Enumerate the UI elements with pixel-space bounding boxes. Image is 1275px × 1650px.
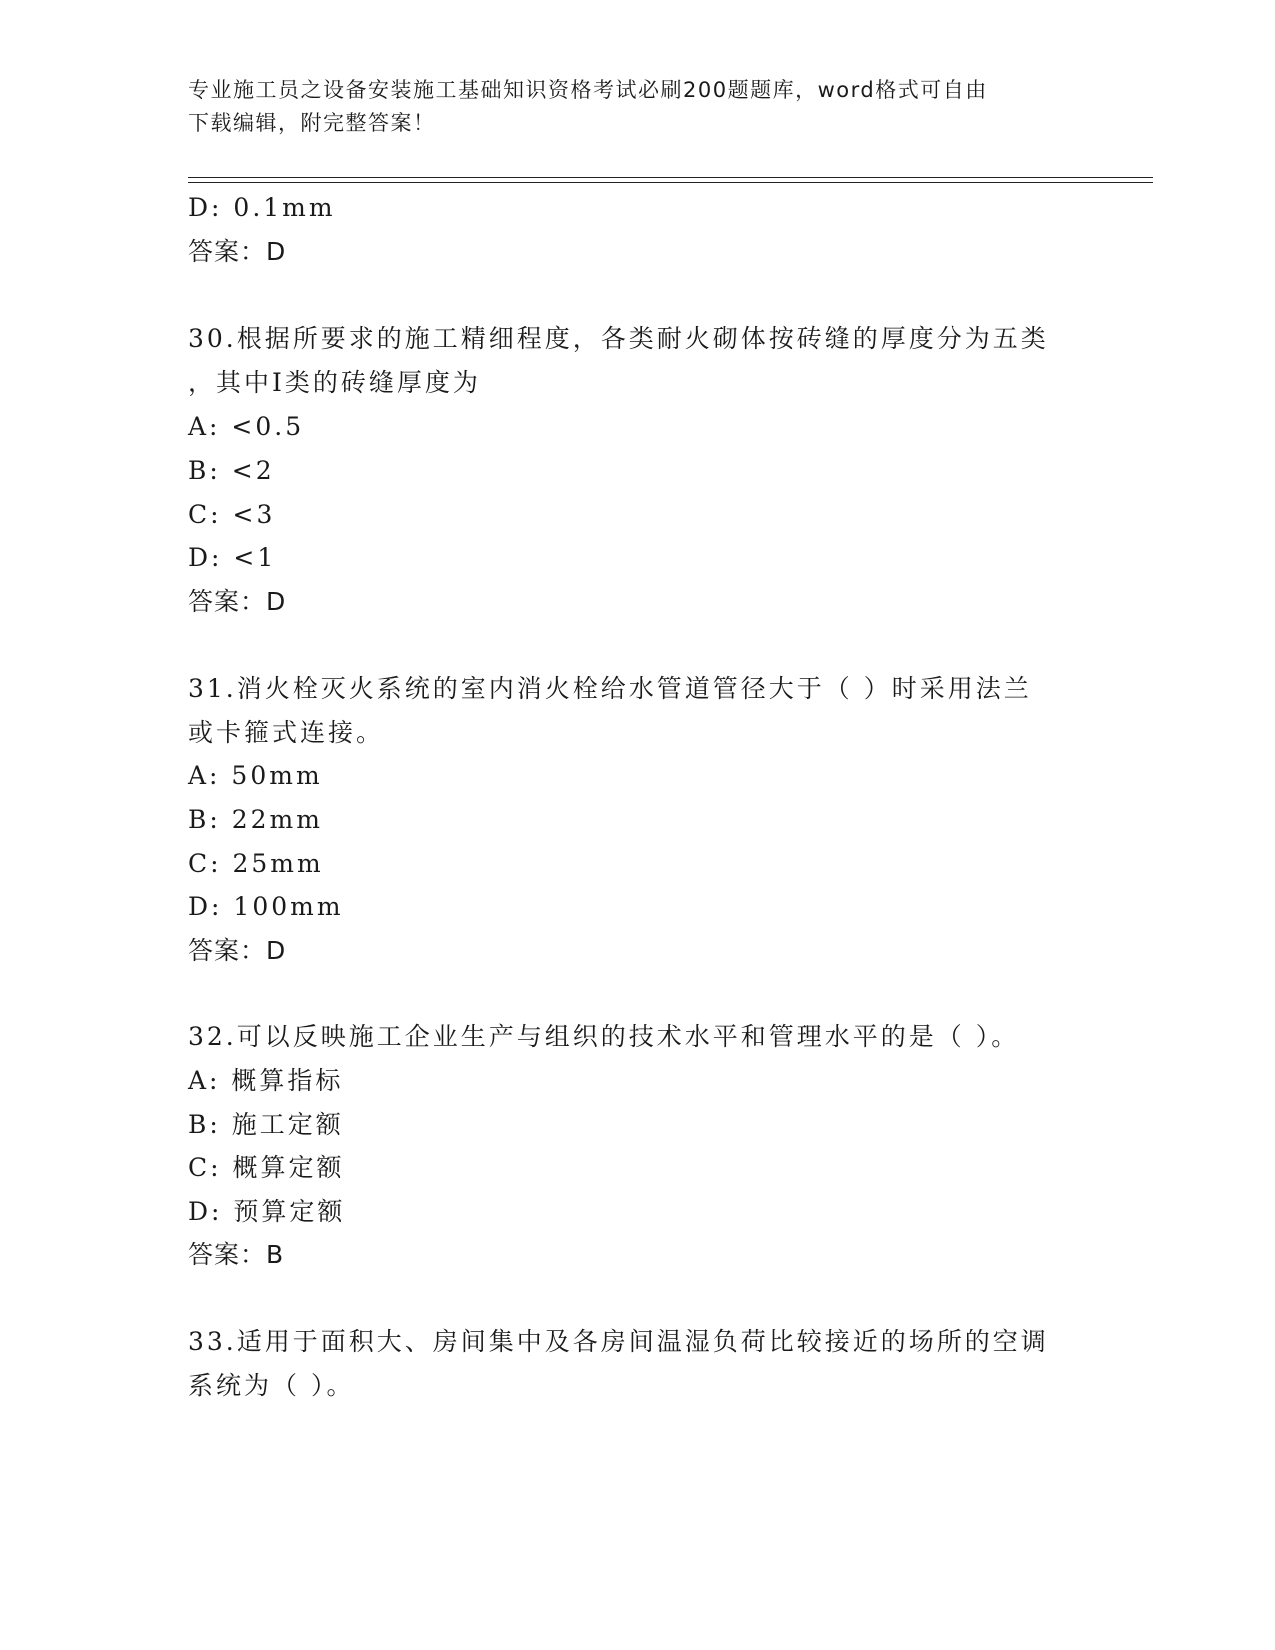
q31-option-b: B: 22mm [188, 805, 323, 834]
q32-option-d: D: 预算定额 [188, 1197, 346, 1226]
q32-option-c: C: 概算定额 [188, 1153, 345, 1182]
q31-option-c: C: 25mm [188, 849, 324, 878]
q32-option-b: B: 施工定额 [188, 1110, 344, 1139]
q30-option-b: B: <2 [188, 456, 275, 485]
q32-option-a: A: 概算指标 [188, 1066, 344, 1095]
header-rule-bottom [188, 182, 1153, 183]
q30-option-d: D: <1 [188, 543, 277, 572]
header-rule-top [188, 177, 1153, 178]
q30-option-a: A: <0.5 [188, 412, 305, 441]
q32-answer: 答案：B [188, 1240, 285, 1269]
q31-option-a: A: 50mm [188, 761, 323, 790]
q31-option-d: D: 100mm [188, 892, 344, 921]
q30-stem-line-2: ，其中Ⅰ类的砖缝厚度为 [188, 368, 481, 397]
document-header [188, 74, 1088, 140]
q31-answer: 答案：D [188, 936, 287, 965]
q32-stem-line-1: 32.可以反映施工企业生产与组织的技术水平和管理水平的是（ ）。 [188, 1022, 1020, 1051]
q30-option-c: C: <3 [188, 500, 276, 529]
prev-answer: 答案：D [188, 237, 287, 266]
header-line-1: 专业施工员之设备安装施工基础知识资格考试必刷200题题库，word格式可自由 [188, 78, 988, 102]
q33-stem-line-1: 33.适用于面积大、房间集中及各房间温湿负荷比较接近的场所的空调 [188, 1327, 1049, 1356]
header-line-2: 下载编辑，附完整答案！ [188, 111, 436, 135]
prev-option-d: D: 0.1mm [188, 193, 336, 222]
q30-stem-line-1: 30.根据所要求的施工精细程度，各类耐火砌体按砖缝的厚度分为五类 [188, 324, 1049, 353]
q31-stem-line-1: 31.消火栓灭火系统的室内消火栓给水管道管径大于（ ）时采用法兰 [188, 674, 1032, 703]
q33-stem-line-2: 系统为（ ）。 [188, 1371, 355, 1400]
q31-stem-line-2: 或卡箍式连接。 [188, 718, 385, 747]
q30-answer: 答案：D [188, 587, 287, 616]
